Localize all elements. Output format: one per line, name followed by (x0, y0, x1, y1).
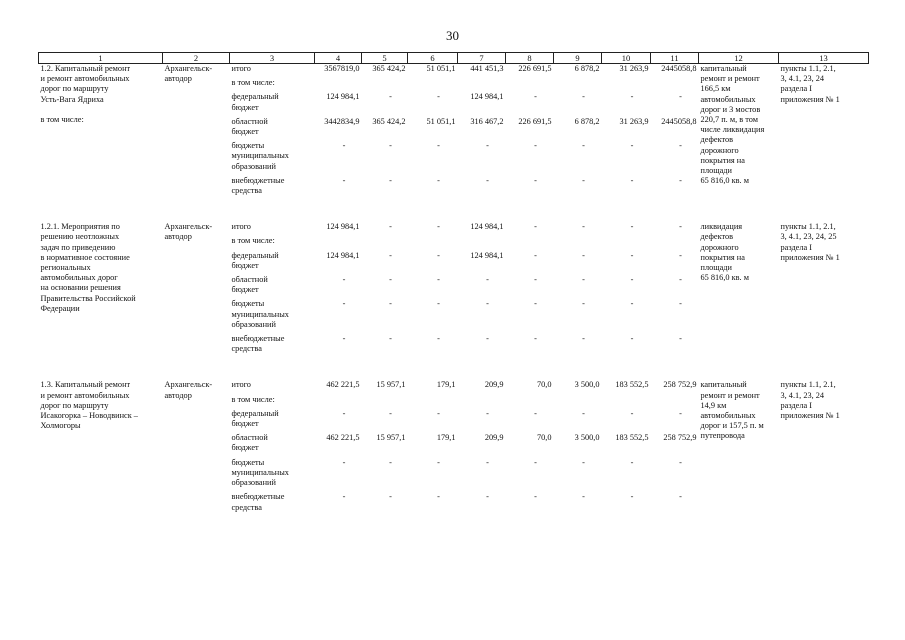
funding-source-line: областной (231, 433, 268, 443)
amount-cell: 179,1 (436, 433, 456, 443)
spacer-cell (39, 358, 869, 380)
amount-cell: - (582, 92, 585, 102)
reference-line: пункты 1.1, 2.1, (780, 222, 836, 232)
column-number: 3 (230, 53, 315, 64)
amount-cell: - (534, 222, 537, 232)
amount-cell (651, 395, 699, 409)
amount-cell: 124 984,1 (326, 92, 360, 102)
funding-source (230, 251, 315, 275)
amount-cell: - (630, 334, 634, 344)
amount-cell: 124 984,1 (470, 222, 504, 232)
amount-cell: 3 500,0 (574, 433, 600, 443)
amount-cell: - (534, 492, 537, 502)
column-number: 5 (362, 53, 408, 64)
funding-source (230, 78, 315, 92)
amount-cell (602, 236, 651, 250)
amount-cell: 124 984,1 (470, 92, 504, 102)
funding-source (230, 334, 315, 358)
measure-title-line: Федерации (40, 303, 80, 313)
amount-cell: 365 424,2 (372, 116, 406, 126)
expected-result-line: 14,9 км (700, 400, 727, 410)
amount-cell: 51 051,1 (426, 64, 456, 73)
amount-cell (315, 78, 362, 92)
amount-cell: - (582, 492, 585, 502)
amount-cell: - (389, 141, 392, 151)
amount-cell: - (486, 175, 489, 185)
amount-cell: - (534, 250, 537, 260)
amount-cell: 226 691,5 (518, 64, 552, 73)
expected-result-line: 65 816,0 кв. м (700, 176, 749, 186)
amount-cell: - (342, 141, 346, 151)
amount-cell: 183 552,5 (615, 433, 649, 443)
expected-result-line: дорог и 3 мостов (700, 104, 761, 114)
funding-source (230, 275, 315, 299)
amount-cell: - (342, 457, 346, 467)
measure-title-line: Холмогоры (40, 421, 81, 431)
reference-line: пункты 1.1, 2.1, (780, 64, 836, 73)
amount-cell: - (486, 141, 489, 151)
amount-cell: 124 984,1 (326, 222, 360, 232)
measure-title-line: 1.2. Капитальный ремонт (40, 64, 131, 73)
amount-cell: 226 691,5 (518, 116, 552, 126)
amount-cell: 124 984,1 (326, 250, 360, 260)
amount-cell: 15 957,1 (376, 433, 406, 443)
expected-result-line: 65 816,0 кв. м (700, 273, 749, 283)
amount-cell: - (679, 141, 682, 151)
measure-title-line: дорог по маршруту (40, 400, 109, 410)
amount-cell: - (437, 141, 440, 151)
amount-cell (554, 395, 602, 409)
expected-result-line: дефектов (700, 232, 734, 242)
executor-line: Архангельск- (164, 64, 213, 73)
amount-cell: - (486, 408, 489, 418)
column-number: 7 (458, 53, 506, 64)
amount-cell: 70,0 (536, 380, 552, 390)
amount-cell: - (389, 492, 392, 502)
block-spacer (39, 200, 869, 222)
amount-cell (362, 395, 408, 409)
amount-cell: - (582, 175, 585, 185)
amount-cell: - (679, 334, 682, 344)
reference-line: приложения № 1 (780, 94, 840, 104)
measure-title (39, 380, 163, 516)
funding-source-line: областной (231, 116, 268, 126)
amount-cell: - (679, 299, 682, 309)
amount-cell: - (486, 492, 489, 502)
funding-source-line: внебюджетные (231, 334, 285, 344)
funding-source-line: федеральный (231, 92, 279, 102)
program-table (38, 52, 869, 517)
amount-cell: - (582, 222, 585, 232)
measure-title-line: автомобильных дорог (40, 273, 118, 283)
amount-cell: - (437, 457, 440, 467)
expected-result-line: дорожного (700, 242, 739, 252)
amount-cell: - (679, 222, 682, 232)
column-number: 1 (39, 53, 163, 64)
reference-line: приложения № 1 (780, 411, 840, 421)
amount-cell: - (630, 175, 634, 185)
amount-cell: - (389, 334, 392, 344)
reference-line: пункты 1.1, 2.1, (780, 380, 836, 390)
amount-cell: - (342, 175, 346, 185)
amount-cell: 3442834,9 (324, 116, 360, 126)
amount-cell: - (679, 250, 682, 260)
amount-cell: - (582, 250, 585, 260)
measure-title-line: региональных (40, 263, 91, 273)
funding-source-line: внебюджетные (231, 175, 285, 185)
amount-cell: - (437, 492, 440, 502)
amount-cell: - (486, 275, 489, 285)
amount-cell: - (389, 408, 392, 418)
measure-title-line: и ремонт автомобильных (40, 390, 130, 400)
amount-cell: - (630, 408, 634, 418)
measure-title-line: задач по приведению (40, 242, 116, 252)
amount-cell: 2445058,8 (661, 64, 697, 73)
amount-cell: - (342, 492, 346, 502)
amount-cell: 31 263,9 (619, 64, 649, 73)
amount-cell (362, 236, 408, 250)
measure-title-line: дорог по маршруту (40, 84, 109, 94)
amount-cell: 209,9 (484, 433, 504, 443)
funding-source-line: областной (231, 275, 268, 285)
column-number: 4 (315, 53, 362, 64)
amount-cell (506, 78, 554, 92)
funding-source-line: средства (231, 502, 262, 512)
amount-cell: - (437, 92, 440, 102)
funding-source-line: итого (231, 380, 251, 390)
executor (163, 64, 230, 201)
executor-line: автодор (164, 232, 192, 242)
amount-cell (554, 236, 602, 250)
amount-cell: - (437, 299, 440, 309)
expected-result-line: капитальный (700, 64, 747, 73)
amount-cell (506, 236, 554, 250)
funding-source-line: образований (231, 161, 276, 171)
spacer-cell (39, 200, 869, 222)
amount-cell: - (389, 250, 392, 260)
funding-source (230, 409, 315, 433)
amount-cell: - (534, 175, 537, 185)
amount-cell: 31 263,9 (619, 116, 649, 126)
amount-cell: 2445058,8 (661, 116, 697, 126)
amount-cell: 3567819,0 (324, 64, 360, 73)
amount-cell (408, 395, 458, 409)
expected-result-line: ликвидация (700, 222, 743, 232)
amount-cell: - (534, 299, 537, 309)
amount-cell: - (437, 175, 440, 185)
amount-cell: - (534, 92, 537, 102)
expected-result-line: 220,7 п. м, в том (700, 115, 758, 125)
amount-cell (602, 78, 651, 92)
amount-cell: - (486, 457, 489, 467)
executor (163, 222, 230, 358)
column-numbers-row (39, 53, 869, 64)
funding-source-line: бюджет (231, 102, 259, 112)
funding-source-line: бюджет (231, 127, 259, 137)
measure-title-line: 1.2.1. Мероприятия по (40, 222, 120, 232)
executor-line: Архангельск- (164, 380, 213, 390)
measure-title-line: 1.3. Капитальный ремонт (40, 380, 131, 390)
expected-result (699, 380, 779, 516)
funding-source (230, 92, 315, 116)
amount-cell (602, 395, 651, 409)
funding-source-line: в том числе: (231, 394, 275, 404)
amount-cell: 441 451,3 (470, 64, 504, 73)
funding-source (230, 299, 315, 334)
amount-cell: - (630, 92, 634, 102)
amount-cell: - (630, 457, 634, 467)
funding-source-line: федеральный (231, 408, 279, 418)
expected-result-line: покрытия на (700, 252, 745, 262)
amount-cell: - (582, 334, 585, 344)
amount-cell: - (630, 492, 634, 502)
amount-cell: - (534, 334, 537, 344)
amount-cell: 209,9 (484, 380, 504, 390)
amount-cell (315, 395, 362, 409)
reference (779, 222, 869, 358)
amount-cell: - (342, 299, 346, 309)
measure-title-line: Правительства Российской (40, 293, 136, 303)
reference-line: раздела I (780, 84, 813, 94)
amount-cell (458, 236, 506, 250)
expected-result-line: покрытия на (700, 155, 745, 165)
funding-source-line: муниципальных (231, 151, 289, 161)
amount-cell (554, 78, 602, 92)
funding-source (230, 395, 315, 409)
funding-source (230, 380, 315, 394)
executor-line: Архангельск- (164, 222, 213, 232)
funding-source-line: муниципальных (231, 309, 289, 319)
measure-title (39, 222, 163, 358)
amount-cell: - (582, 299, 585, 309)
amount-cell (458, 395, 506, 409)
amount-cell: - (582, 408, 585, 418)
column-number: 13 (779, 53, 869, 64)
amount-cell: - (630, 222, 634, 232)
expected-result-line: числе ликвидация (700, 125, 765, 135)
amount-cell (362, 78, 408, 92)
funding-source-line: итого (231, 64, 251, 73)
measure-title-line (41, 105, 161, 115)
expected-result (699, 222, 779, 358)
funding-source-line: образований (231, 319, 276, 329)
amount-cell: 316 467,2 (470, 116, 504, 126)
amount-cell: - (437, 250, 440, 260)
amount-cell: - (534, 141, 537, 151)
amount-cell: - (630, 275, 634, 285)
amount-cell (458, 78, 506, 92)
executor (163, 380, 230, 516)
expected-result (699, 64, 779, 201)
funding-source (230, 64, 315, 79)
amount-cell: - (389, 222, 392, 232)
amount-cell: 6 878,2 (574, 116, 600, 126)
amount-cell: - (437, 275, 440, 285)
amount-cell: - (679, 92, 682, 102)
reference (779, 64, 869, 201)
funding-source (230, 222, 315, 236)
amount-cell: - (582, 457, 585, 467)
funding-source-line: в том числе: (231, 78, 275, 88)
funding-source-line: бюджет (231, 285, 259, 295)
amount-cell: - (679, 275, 682, 285)
amount-cell: - (486, 299, 489, 309)
column-number: 11 (651, 53, 699, 64)
amount-cell: 183 552,5 (615, 380, 649, 390)
amount-cell: - (389, 299, 392, 309)
funding-source-line: бюджеты (231, 299, 265, 309)
amount-cell: - (389, 175, 392, 185)
block-spacer (39, 358, 869, 380)
funding-source (230, 433, 315, 457)
reference-line: приложения № 1 (780, 252, 840, 262)
funding-source-line: бюджет (231, 419, 259, 429)
amount-cell: 365 424,2 (372, 64, 406, 73)
expected-result-line: ремонт и ремонт (700, 390, 760, 400)
amount-cell: 6 878,2 (574, 64, 600, 73)
funding-source (230, 117, 315, 141)
funding-source-line: бюджеты (231, 457, 265, 467)
expected-result-line: автомобильных (700, 94, 756, 104)
expected-result-line: дорог и 157,5 п. м (700, 421, 764, 431)
amount-cell: 15 957,1 (376, 380, 406, 390)
reference-line: 3, 4.1, 23, 24 (780, 390, 825, 400)
expected-result-line: 166,5 км (700, 84, 731, 94)
measure-title (39, 64, 163, 201)
amount-cell: - (534, 457, 537, 467)
funding-source-line: в том числе: (231, 236, 275, 246)
funding-source-line: бюджет (231, 260, 259, 270)
amount-cell: 51 051,1 (426, 116, 456, 126)
funding-source-line: федеральный (231, 250, 279, 260)
expected-result-line: дефектов (700, 135, 734, 145)
column-number: 8 (506, 53, 554, 64)
funding-source-line: муниципальных (231, 467, 289, 477)
amount-cell (315, 236, 362, 250)
executor-line: автодор (164, 390, 192, 400)
expected-result-line: ремонт и ремонт (700, 74, 760, 84)
measure-title-line: решению неотложных (40, 232, 120, 242)
amount-cell: - (582, 275, 585, 285)
expected-result-line: площади (700, 166, 732, 176)
amount-cell (506, 395, 554, 409)
amount-cell: - (679, 492, 682, 502)
amount-cell: - (437, 222, 440, 232)
funding-source-line: внебюджетные (231, 492, 285, 502)
amount-cell: - (437, 334, 440, 344)
amount-cell: - (679, 408, 682, 418)
reference-line: раздела I (780, 242, 813, 252)
amount-cell: - (630, 250, 634, 260)
amount-cell: - (389, 92, 392, 102)
amount-cell: 70,0 (536, 433, 552, 443)
expected-result-line: путепровода (700, 431, 745, 441)
funding-source-line: бюджет (231, 443, 259, 453)
amount-cell: - (342, 408, 346, 418)
amount-cell: - (389, 457, 392, 467)
reference (779, 380, 869, 516)
funding-row (39, 380, 869, 394)
measure-title-line: Усть-Вага Ядриха (40, 94, 104, 104)
amount-cell: - (679, 175, 682, 185)
funding-source-line: бюджеты (231, 141, 265, 151)
column-number: 2 (163, 53, 230, 64)
column-number: 10 (602, 53, 651, 64)
amount-cell: 3 500,0 (574, 380, 600, 390)
expected-result-line: площади (700, 263, 732, 273)
amount-cell: - (582, 141, 585, 151)
amount-cell (408, 236, 458, 250)
amount-cell: - (342, 275, 346, 285)
amount-cell: 462 221,5 (326, 380, 360, 390)
column-number: 12 (699, 53, 779, 64)
amount-cell (408, 78, 458, 92)
funding-source (230, 236, 315, 250)
measure-title-line: в том числе: (40, 115, 84, 124)
page-number: 30 (446, 28, 459, 43)
funding-source (230, 458, 315, 493)
expected-result-line: дорожного (700, 145, 739, 155)
funding-row (39, 222, 869, 236)
column-number: 9 (554, 53, 602, 64)
amount-cell (651, 236, 699, 250)
amount-cell (651, 78, 699, 92)
expected-result-line: капитальный (700, 380, 747, 390)
amount-cell: - (630, 141, 634, 151)
reference-line: 3, 4.1, 23, 24 (780, 74, 825, 84)
funding-source (230, 176, 315, 200)
funding-source-line: средства (231, 344, 262, 354)
measure-title-line: на основании решения (40, 283, 121, 293)
amount-cell: 179,1 (436, 380, 456, 390)
funding-source (230, 492, 315, 516)
amount-cell: - (630, 299, 634, 309)
amount-cell: - (679, 457, 682, 467)
funding-row (39, 64, 869, 79)
funding-source-line: образований (231, 478, 276, 488)
column-number: 6 (408, 53, 458, 64)
amount-cell: 462 221,5 (326, 433, 360, 443)
amount-cell: - (437, 408, 440, 418)
amount-cell: - (534, 408, 537, 418)
amount-cell: 258 752,9 (663, 433, 697, 443)
amount-cell: - (486, 334, 489, 344)
amount-cell: 258 752,9 (663, 380, 697, 390)
funding-source (230, 141, 315, 176)
amount-cell: - (389, 275, 392, 285)
reference-line: раздела I (780, 400, 813, 410)
amount-cell: - (534, 275, 537, 285)
measure-title-line: в нормативное состояние (40, 252, 130, 262)
expected-result-line: автомобильных (700, 411, 756, 421)
measure-title-line: и ремонт автомобильных (40, 74, 130, 84)
reference-line: 3, 4.1, 23, 24, 25 (780, 232, 837, 242)
executor-line: автодор (164, 74, 192, 84)
funding-source-line: итого (231, 222, 251, 232)
measure-title-line: Исакогорка – Новодвинск – (40, 411, 138, 421)
funding-source-line: средства (231, 186, 262, 196)
amount-cell: 124 984,1 (470, 250, 504, 260)
amount-cell: - (342, 334, 346, 344)
